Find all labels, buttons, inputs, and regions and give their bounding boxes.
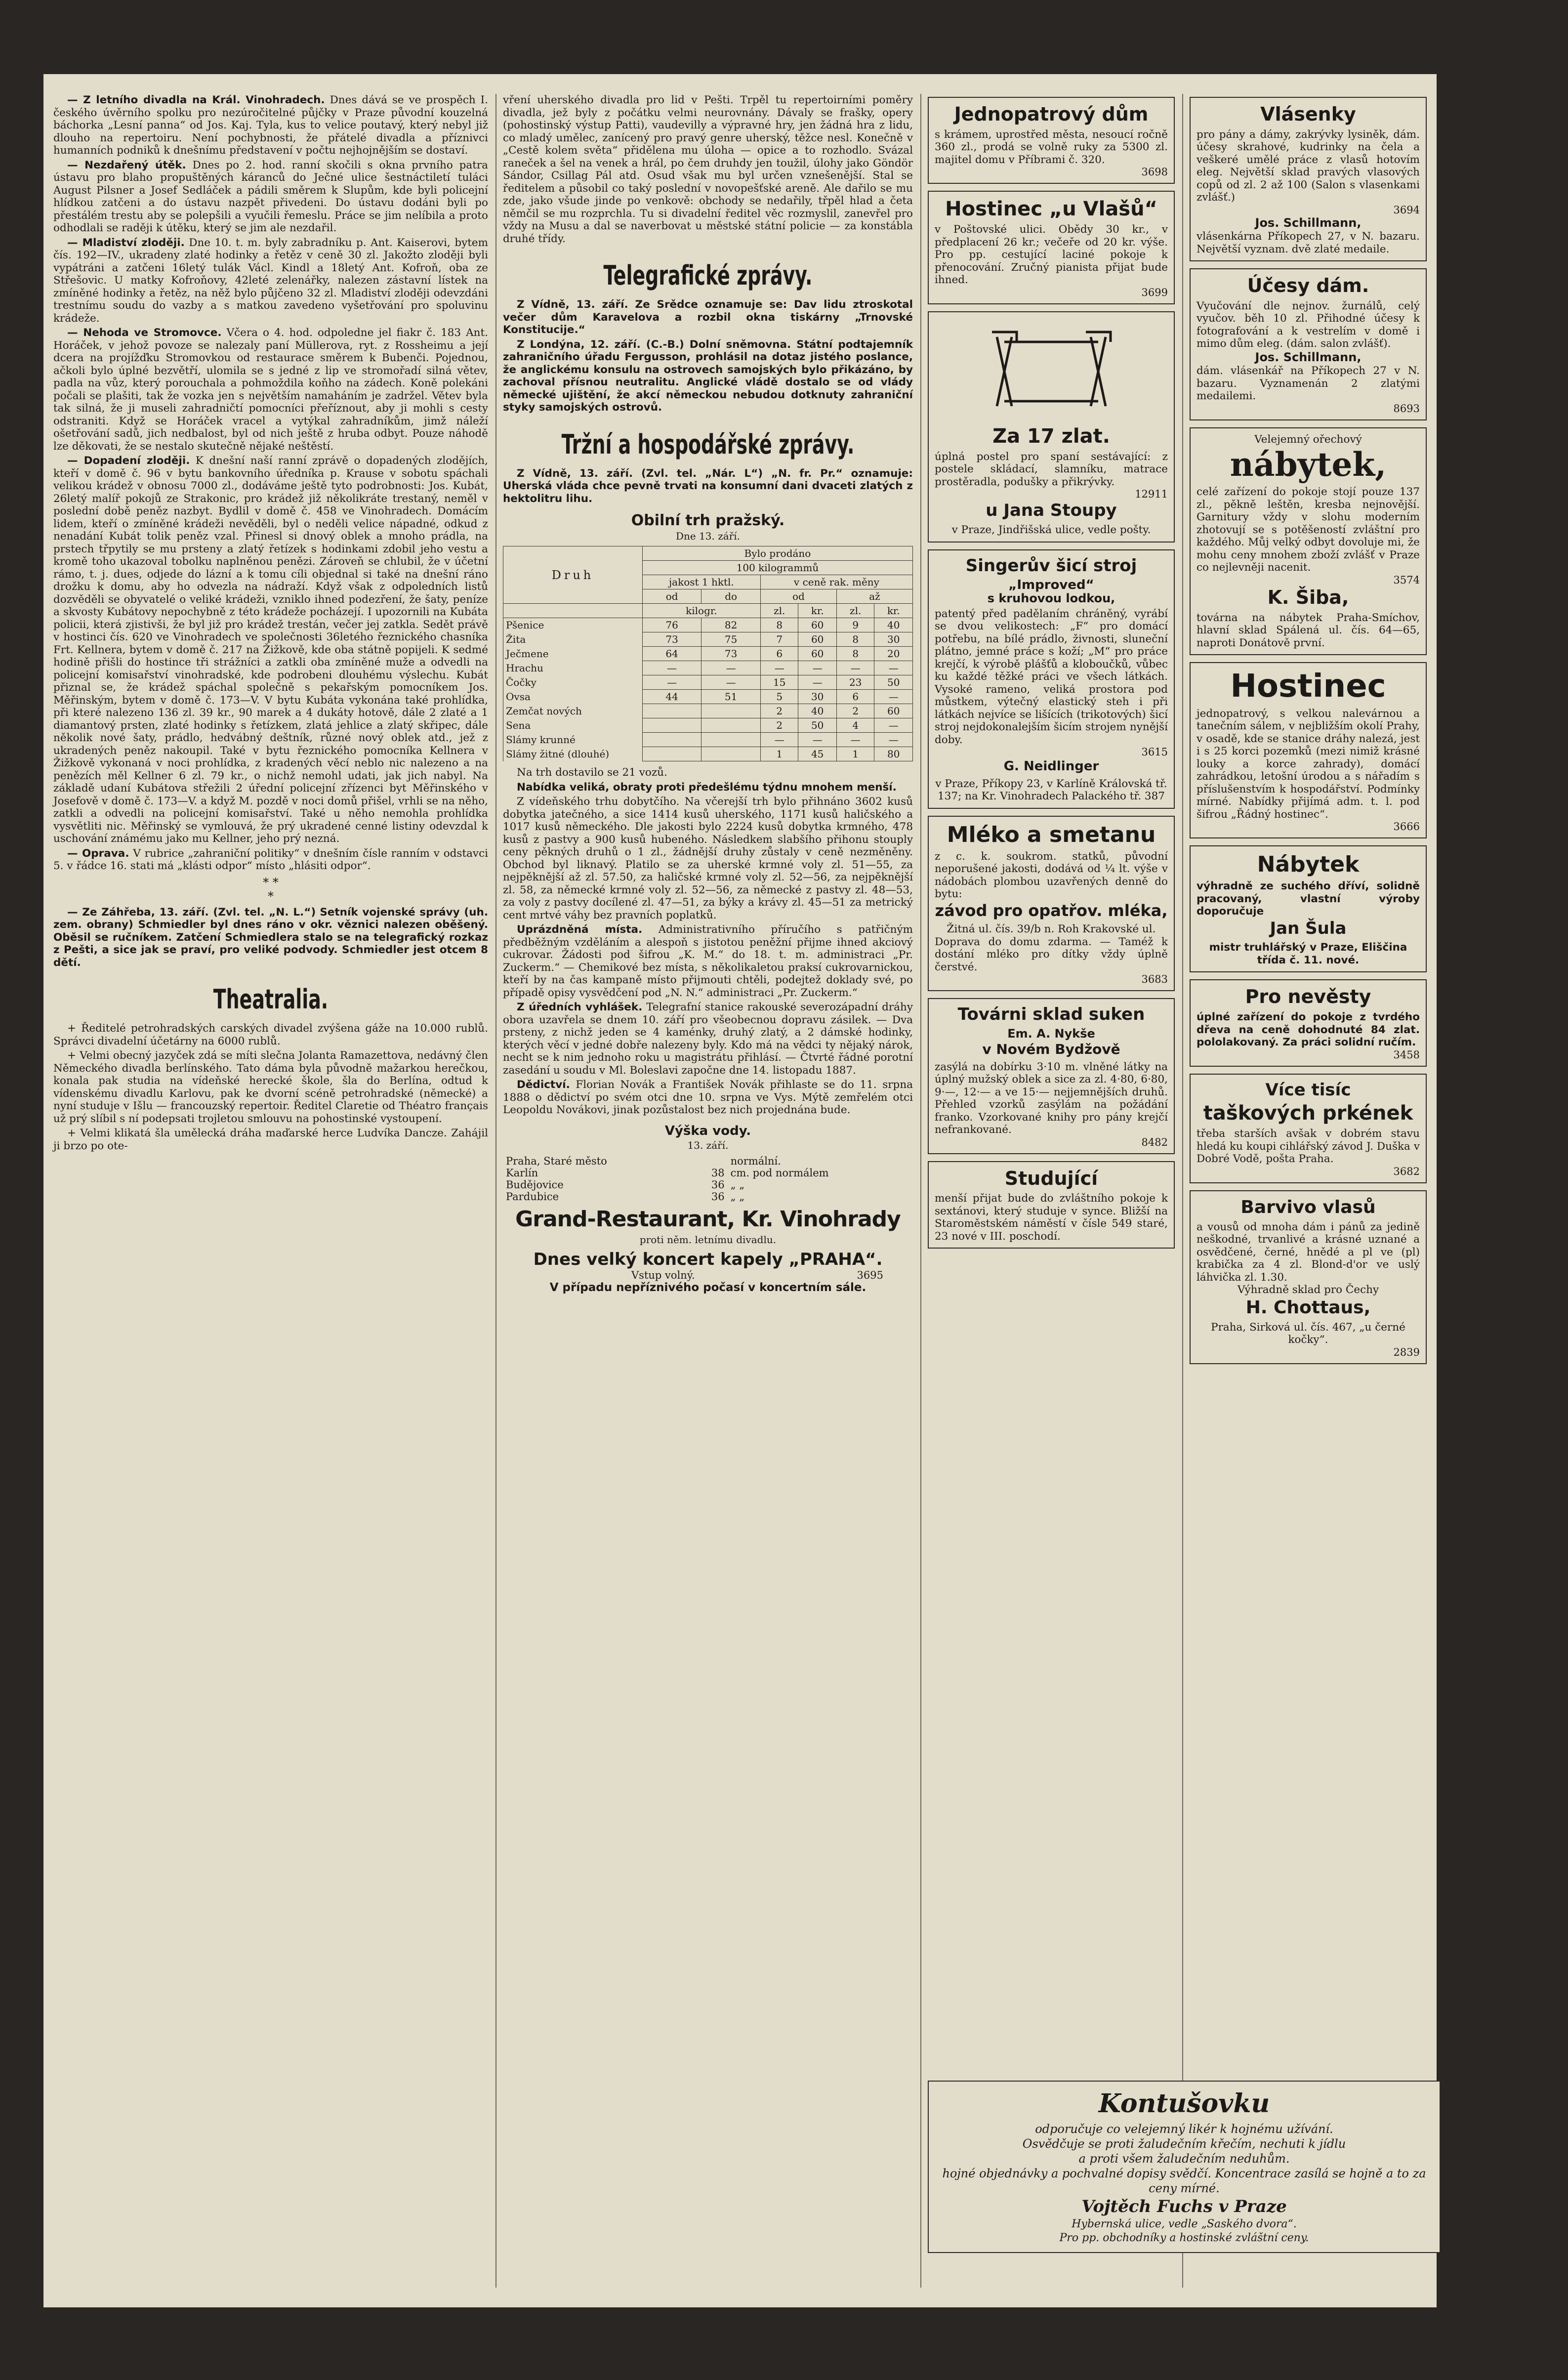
- rain-note: V případu nepříznivého počasí v koncertním sále.: [549, 1281, 867, 1294]
- commodity-name: Hrachu: [503, 661, 643, 675]
- concert-headline: Dnes velký koncert kapely „PRAHA“.: [533, 1249, 883, 1269]
- table-row: [503, 733, 913, 747]
- section-title-theatralia: Theatralia.: [213, 984, 329, 1015]
- entry-line: Vstup volný. 3695: [631, 1269, 883, 1281]
- table-cell: 44: [642, 690, 701, 704]
- table-cell: 1: [836, 747, 874, 761]
- table-cell: [701, 718, 761, 733]
- table-cell: [642, 747, 701, 761]
- table-cell: —: [836, 733, 874, 747]
- water-level-title: Výška vody.: [664, 1123, 751, 1138]
- table-cell: 6: [760, 647, 798, 661]
- table-cell: 9: [836, 618, 874, 632]
- column-rule: [1182, 94, 1183, 2288]
- ad-furniture-sula: Nábytek výhradně ze suchého dříví, solidně pracovaný, vlastní výroby doporučuje Jan Šula mistr truhlářský v Praze, Eliščina třída č. 11. nové.: [1190, 845, 1427, 972]
- separator-stars: * * *: [263, 875, 279, 903]
- table-cell: 80: [874, 747, 913, 761]
- ad-hairstyles: Účesy dám. Vyučování dle nejnov. žurnálů, celý vyučov. běh 10 zl. Přihodné účesy k fotografování a k vestrelím v domě i mimo dům eleg. (dám. salon zvlášť). Jos. Schillmann, dám. vlásenkář na Příkopech 27 v N. bazaru. Vyznamenán 2 zlatými medailemi. 8693: [1190, 268, 1427, 420]
- column-ads-b: [1190, 94, 1427, 1371]
- column-telegrams-markets: [503, 94, 913, 1294]
- article: Z Vídně, 13. září. (Zvl. tel. „Nár. L“) „N. fr. Pr.“ oznamuje: Uherská vláda chce pevně trvati na konsumní dani dvaceti zlatých z hektolitru lihu.: [503, 467, 913, 505]
- table-cell: —: [874, 733, 913, 747]
- commodity-name: Slámy krunné: [503, 733, 643, 747]
- commodity-name: Ječmene: [503, 647, 643, 661]
- table-cell: 45: [798, 747, 836, 761]
- table-cell: [701, 747, 761, 761]
- ad-inn-vlasu: Hostinec „u Vlašů“ v Poštovské ulici. Obědy 30 kr., v předplacení 26 kr.; večeře od 20 kr. výše. Pro pp. cestující laciné pokoje k přenocování. Zručný pianista přijat bude ihned. 3699: [928, 191, 1175, 304]
- table-cell: 82: [701, 618, 761, 632]
- telegram: Z Vídně, 13. září. Ze Srědce oznamuje se: Dav lidu ztroskotal večer dům Karavelova a rozbil okna tiskárny „Trnovské Konstitucije.“: [503, 298, 913, 336]
- table-cell: normální.: [730, 1155, 781, 1167]
- column-rule: [495, 94, 496, 2288]
- article: — Z letního divadla na Král. Vinohradech. Dnes dává se ve prospěch I. českého úvěrního spolku pro nezúročitelné půjčky v Praze původní kouzelná báchorka „Lesní panna“ od Jos. Kaj. Tyla, kus to velice poutavý, který nebyl již dlouho na repertoiru. Není pochybnosti, že přátelé divadla a příznivci humanních podniků k dnešnímu představení v počtu nejhojnějším se dostaví.: [53, 94, 488, 157]
- table-row: [503, 718, 913, 733]
- commodity-name: Zemčat nových: [503, 704, 643, 718]
- table-cell: 36: [711, 1178, 725, 1191]
- column-ads-a: [928, 94, 1175, 1255]
- table-cell: 60: [798, 647, 836, 661]
- table-row: [503, 1179, 913, 1191]
- article: — Ze Záhřeba, 13. září. (Zvl. tel. „N. L.“) Setník vojenské správy (uh. zem. obrany) Schmiedler byl dnes ráno v okr. věznici nalezen oběšený. Oběsil se ručníkem. Zatčení Schmiedlera stalo se na telegrafický rozkaz z Pešti, a sice jak se praví, pro veliké podvody. Schmiedler jest otcem 8 dětí.: [53, 906, 489, 969]
- ad-bed: Za 17 zlat. úplná postel pro spaní sestávající: z postele skládací, slamníku, matrace prostěradla, podušky a přikrývky. 12911 u Jana Stoupy v Praze, Jindřišská ulice, vedle pošty.: [928, 311, 1175, 543]
- station-name: Budějovice: [506, 1178, 564, 1191]
- ad-house: Jednopatrový dům s krámem, uprostřed města, nesoucí ročně 360 zl., prodá se volně ruky za 5300 zl. majitel domu v Příbrami č. 320. 3698: [928, 97, 1175, 184]
- newspaper-page: [43, 74, 1437, 2307]
- table-cell: 75: [701, 632, 761, 647]
- table-cell: 8: [836, 632, 874, 647]
- ad-inn-for-sale: Hostinec jednopatrový, s velkou nalevárnou a tanečním sálem, v nejbližším okolí Prahy, v osadě, kde se stanice dráhy nalezá, jest i s 25 korci pozemků (mezi nimiž krásné louky a korce zahrady), domácí zahrádkou, letošní úrodou a s nářadím s příslušenstvím k hospodářství. Podmínky mírné. Nabídky přijímá adm. t. l. pod šifrou „Řádný hostinec“. 3666: [1190, 662, 1427, 838]
- article: — Nehoda ve Stromovce. Včera o 4. hod. odpoledne jel fiakr č. 183 Ant. Horáček, v jehož povoze se nalezaly paní Müllerova, ryt. z Rossheimu a její dcera na projížďku Stromovkou od restaurace směrem k Bubenči. Pojednou, ačkoli bylo úplné bezvětří, ulomila se s jedné z lip ve stromořadí silná větev, padla na vůz, který porouchala a pohmoždila koňho na zádech. Koně polekáni počali se plašiti, tak že vozka jen s největším namaháním je zadržel. Větev byla tak silná, že ji museli zahradničtí pomocníci přeříznout, aby ji mohli s cesty odstraniti. Když se Horáček vracel a vytýkal zahradníkům, jimž náleží ošetřování sadů, jich nedbalost, byl od nich ještě z hruba odbyt. Pouze náhodě lze děkovati, že se nestalo skutečně nějaké neštěstí.: [53, 327, 488, 453]
- table-cell: [701, 704, 761, 718]
- ad-hair-dye: Barvivo vlasů a vousů od mnoha dám i pánů za jedině neškodné, trvanlivé a krásné uznané a osvědčené, černé, hnědé a pl ve (pl) krabička za 4 zl. Blond-d'or ve uslý láhvička zl. 1.30. Výhradně sklad pro Čechy H. Chottaus, Praha, Sirková ul. čís. 467, „u černé kočky“. 2839: [1190, 1190, 1427, 1364]
- table-cell: 4: [836, 718, 874, 733]
- section-title-markets: Tržní a hospodářské zprávy.: [561, 428, 855, 460]
- table-cell: 73: [701, 647, 761, 661]
- table-cell: 60: [874, 704, 913, 718]
- table-row: [503, 1155, 913, 1167]
- table-cell: 1: [760, 747, 798, 761]
- table-cell: 40: [798, 704, 836, 718]
- section-title-telegrams: Telegrafické zprávy.: [603, 260, 813, 291]
- table-cell: 15: [760, 675, 798, 690]
- table-cell: 76: [642, 618, 701, 632]
- table-row: [503, 661, 913, 675]
- table-cell: 2: [760, 704, 798, 718]
- table-cell: [642, 704, 701, 718]
- column-rule: [920, 94, 921, 2288]
- table-cell: 60: [798, 618, 836, 632]
- column-local-news: [53, 94, 488, 1154]
- ad-hairpieces: Vlásenky pro pány a dámy, zakrývky lysiněk, dám. účesy skrahové, kudrinky na čela a veškeré umělé práce z vlasů hotovím eleg. Největší sklad pravých vlasových copů od zl. 2 až 100 (Salon s vlasenkami zvlášť.) 3694 Jos. Schillmann, vlásenkárna Příkopech 27, v N. bazaru. Největší vyznam. dvě zlaté medaile.: [1190, 97, 1427, 261]
- table-cell: —: [836, 661, 874, 675]
- table-cell: —: [874, 718, 913, 733]
- table-cell: —: [874, 661, 913, 675]
- article: — Dopadení zloději. K dnešní naší ranní zprávě o dopadených zlodějích, kteří v domě č. 96 v bytu bankovního úředníka p. Krause v sobotu spáchali velikou krádež v obnosu 7000 zl., dodáváme ještě tyto podrobnosti: Jos. Kubát, 26letý malíř pokojů ze Strakonic, pro krádež již několikráte trestaný, neměl v poslední době peněz nazbyt. Bydlil v domě č. 458 ve Vinohradech. Domácím lidem, kteří o zmíněné krádeži nevěděli, byl o neděli velice nápadné, odkud z nenadání Kubát tolik peněz vzal. Přinesl si dnový oblek a mnoho prádla, na prstech třpytily se mu prsteny a zlatý řetízek s hodinkami zdobil jeho vestu a kromě toho ukazoval tobolku naplněnou penězi. Zároveň se chlubil, že v účetní rámo, t. j. dues, odjede do lázní a k tomu cíli objednal si také na dnešní ráno drožku k domu, aby ho odvezla na nádraží. Když však z odpoledních listů dozvěděli se obyvatelé o veliké krádeži, vzniklo ihned podezření, že šaty, peníze a skvosty Kubátovy nepochybně z této krádeže pocházejí. I upozornili na Kubáta policii, která zjistivši, že byl již pro krádež trestán, večer jej zatkla. Sedět právě v hostinci čís. 620 ve Vinohradech ve společnosti 36letého řeznického chasníka Frt. Kellnera, bytem v domě č. 217 na Žižkově, kde oba státně popijeli. K sedmé hodině přišli do hostince tři strážníci a zatkli oba zmíněné muže a odvedli na policejní komisařství vinohradské, kde podrobeni dlouhému výslechu. Kubát přiznal se, že krádež spáchal společně s pekařským pomocníkem Jos. Měřinským, bytem v domě č. 173—V. V bytu Kubáta vykonána také prohlídka, při které nalezeno 136 zl. 39 kr., 90 marek a 4 dukáty hotově, dále 2 zlaté a 1 diamantový prsten, zlaté hodinky s řetízkem, zlatá jehlice a zlatý skřipec, dále několik nové šaty, prádlo, hedvábný deštník, různé nový oblek atd., jež z ukradených peněz nakoupil. Také v bytu řeznického pomocníka Kellnera v Žižkově vykonaná v noci prohlídka, z kradených věcí neblo nic nalezeno a na penězích měl Kellner 6 zl. 79 kr., o nichž nemohl udati, jak jich nabyl. Na základě udaní Kubátova střežili 2 úřední policejní zřízenci byt Měřinského v Josefově v domě č. 173—V. a když M. pozdě v noci domů přišel, vrhli se na něho, zatkli a odvedli na policejní komisařství. Také u něho nemohla prohlídka vysvětliti nic. Měřinský se vymlouvá, že prý ukradené cenné listiny odevzdal k uschování známému jako mu Kellner, jeho prý nezná.: [53, 455, 488, 845]
- table-row: [503, 704, 913, 718]
- table-cell: 51: [701, 690, 761, 704]
- commodity-name: Pšenice: [503, 618, 643, 632]
- table-cell: 60: [798, 632, 836, 647]
- table-cell: 23: [836, 675, 874, 690]
- commodity-name: Ovsa: [503, 690, 643, 704]
- table-cell: 7: [760, 632, 798, 647]
- table-cell: —: [760, 661, 798, 675]
- ad-singer-sewing-machine: Singerův šicí stroj „Improved“ s kruhovou lodkou, patentý před padělaním chráněný, vyrábí se dvou velikostech: „F“ pro domácí potřebu, na bílé prádlo, živnosti, sluneční plátno, jemné práce s koží; „M“ pro práce krejčí, k výrobě plášťů a kloboučků, vůbec ku každé těžké práci ve všech látkách. Vysoké rameno, veliká prostora pod můstkem, výtečný elastický steh i při látkách nejvíce se lišících (trikotových) šicí stroj nejdokonalejším šicím strojem nynější doby. 3615 G. Neidlinger v Praze, Příkopy 23, v Karlíně Královská tř. 137; na Kr. Vinohradech Palackého tř. 387: [928, 549, 1175, 809]
- table-cell: 8: [760, 618, 798, 632]
- table-row: [503, 632, 913, 647]
- table-cell: —: [874, 690, 913, 704]
- article: Dědictví. Florian Novák a František Novák přihlaste se do 11. srpna 1888 o dědictví po svém otci dne 10. srpna ve Vys. Mýtě zemřelém otci Leopoldu Novákovi, jinak pozůstalost bez nich projednána bude.: [503, 1079, 913, 1116]
- ad-cloth-warehouse: Továrni sklad suken Em. A. Nykše v Novém Bydžově zasýlá na dobírku 3·10 m. vlněné látky na úplný mužský oblek a sice za zl. 4·80, 6·80, 9·—, 12·— a ve 15·— nejjemnějších druhů. Přehled vzorků zasýlám na požádání franko. Vzorkované knihy pro pány krejčí nefrankované. 8482: [928, 998, 1175, 1154]
- table-cell: 30: [874, 632, 913, 647]
- table-cell: 30: [798, 690, 836, 704]
- table-cell: 8: [836, 647, 874, 661]
- article: — Oprava. V rubrice „zahraniční politiky“ v dnešním čísle ranním v odstavci 5. v řádce 16. stati má „klásti odpor“ místo „hlásiti odpor“.: [53, 847, 488, 872]
- commodity-name: Žita: [503, 632, 643, 647]
- article: + Ředitelé petrohradských carských divadel zvýšena gáže na 10.000 rublů. Správci divadelní účetárny na 6000 rublů.: [53, 1022, 488, 1047]
- grain-price-table: Druh Bylo prodáno 100 kilogrammů jakost 1 hktl. v ceně rak. měny od do od až kilogr. zl. kr. zl. kr. Pšenice 76 82 8 60 9 40 Žita 73 75 7 60 8 30 Ječmene 64 73 6 60 8 20 Hrachu — — — — — — Čočky — — 15 — 23 50 Ovsa 44 51 5 30 6 — Zemčat nových 2 40 2 60 Sena 2 50 4 — Slámy krunné — — — — Slámy žitné (dlouhé) 1 45 1 80: [503, 546, 913, 761]
- station-name: Pardubice: [506, 1190, 559, 1203]
- station-name: Karlín: [506, 1167, 538, 1179]
- table-cell: —: [798, 661, 836, 675]
- table-cell: cm. pod normálem: [730, 1167, 829, 1179]
- commodity-name: Slámy žitné (dlouhé): [503, 747, 643, 761]
- ad-student: Studující menší přijat bude do zvláštního pokoje k sextánovi, který studuje v synce. Bližší na Staroměstském náměstí v čísle 549 staré, 23 nové v III. poschodí.: [928, 1161, 1175, 1249]
- article: + Velmi obecný jazyček zdá se míti slečna Jolanta Ramazettova, nedávný člen Německého divadla berlínského. Tato dáma byla původně mažarkou herečkou, konala pak studia na vídeňské herecké škole, šla do Berlína, odtud k vídenskému divadlu Karlovu, pak ke dvorní scéně petrohradské (německé) a nyní studuje v Išlu — francouzský repertoir. Ředitel Claretie od Théatro français už prý slíbil s ní podepsati trojletou smlouvu na pohostinské vystoupení.: [53, 1049, 488, 1125]
- article: vření uherského divadla pro lid v Pešti. Trpěl tu repertoirními poměry divadla, jež byly z počátku velmi neurovnány. Dávaly se frašky, opery (pohostinský výstup Patti), vaudevilly a výpravné hry, jen žádná hra z lidu, co mladý umělec, zanícený pro pravý genre uherský, těžce nesl. Konečně v „Cestě kolem světa“ přidělena mu úloha — opice a to rozhodlo. Svázal raneček a šel na venek a hrál, po čem druhdy jen toužil, úlohy jako Göndör Sándor, Csillag Pál atd. Osud však mu byl určen vznešenější. Stal se ředitelem a působil co taký poslední v novopešťské areně. Ale dařilo se mu zde, jako všude jinde po venkově: obchody se nedařily, třpěl hlad a četa němčil se mu rozprchla. Tu si divadelní ředitel věc rozmyslil, zanevřel pro vždy na Musu a dal se naverbovat u městské státní policie — za konstábla druhé třídy.: [503, 94, 913, 245]
- table-cell: —: [701, 675, 761, 690]
- table-row: [503, 1191, 913, 1203]
- folding-bed-illustration: [977, 322, 1125, 421]
- table-cell: 40: [874, 618, 913, 632]
- table-cell: —: [701, 661, 761, 675]
- market-note: Na trh dostavilo se 21 vozů.: [517, 766, 667, 779]
- table-cell: „ „: [730, 1190, 745, 1203]
- table-cell: —: [798, 675, 836, 690]
- article: Z vídeňského trhu dobytčího. Na včerejší trh bylo přihnáno 3602 kusů dobytka jatečného, a sice 1414 kusů uherského, 1171 kusů haličského a 1017 kusů německého. Dle jakosti bylo 2224 kusů dobytka krmného, 478 kusů z pastvy a 900 kusů hubeného. Následkem slabšího přihonu stouply ceny pěkných druhů o 1 zl., žádnější druhy zůstaly v ceně nezměněny. Obchod byl liknavý. Platilo se za uherské krmné voly zl. 51—55, za nejpěknější až zl. 57.50, za haličské krmné voly zl. 52—56, za nejpěknější zl. 58, za německé krmné voly zl. 52—56, za německé z pastvy zl. 48—53, za voly z pastvy docílené zl. 47—51, za býky a krávy zl. 45—51 za metrický cent mrtvé váhy bez pravních poplatků.: [503, 795, 913, 921]
- article: — Mladiství zloději. Dne 10. t. m. byly zabradníku p. Ant. Kaiserovi, bytem čís. 192—IV., ukradeny zlaté hodinky a řetěz v ceně 30 zl. Jakožto zloději byli vypátráni a zatčeni 16letý tulák Václ. Kindl a 18letý Ant. Kofroň, oba ze Střešovic. U matky Kofroňovy, 42leté zelenářky, nalezen zástavní lístek na zmíněné hodinky a řetěz, na něž bylo půjčeno 32 zl. Mladiství zloději odevzdáni trestnímu soudu do vazby a s matkou zavedeno vyšetřování pro spoluvinu krádeže.: [53, 236, 489, 325]
- telegram: Z Londýna, 12. září. (C.-B.) Dolní sněmovna. Státní podtajemník zahraničního úřadu Fergusson, prohlásil na dotaz jistého poslance, že anglickému konsulu na ostrovech samojských bylo přikázáno, by zachoval přísnou neutralitu. Anglické vládě dostalo se od vlády německé ujištění, že akcí německou nebudou dotknuty zahraniční styky samojských ostrovů.: [503, 338, 913, 414]
- table-cell: —: [798, 733, 836, 747]
- ad-milk-cream: Mléko a smetanu z c. k. soukrom. statků, původní neporušené jakosti, dodává od ¼ lt. výše v nádobách plombou uzavřených denně do bytu: závod pro opatřov. mléka, Žitná ul. čís. 39/b n. Roh Krakovské ul. Doprava do domu zdarma. — Taméž k dostání mléko pro dítky vždy úplně čerstvé. 3683: [928, 816, 1175, 992]
- table-row: [503, 690, 913, 704]
- water-level-date: 13. září.: [687, 1139, 729, 1151]
- water-level-table: [503, 1155, 913, 1203]
- market-rows-grain: [503, 618, 913, 704]
- table-cell: 36: [711, 1190, 725, 1203]
- table-cell: 50: [798, 718, 836, 733]
- table-cell: —: [642, 661, 701, 675]
- ad-kontusovka: Kontušovku odporučuje co velejemný likér k hojnému užívání. Osvědčuje se proti žaludečním křečím, nechuti k jídlu a proti všem žaludečním neduhům. hojné objednávky a pochvalné dopisy svědčí. Koncentrace zasílá se hojně a to za ceny mírné. Vojtěch Fuchs v Praze Hybernská ulice, vedle „Saského dvora“. Pro pp. obchodníky a hostinské zvláštní ceny.: [928, 2081, 1441, 2253]
- table-cell: 2: [836, 704, 874, 718]
- table-cell: 50: [874, 675, 913, 690]
- table-row: [503, 618, 913, 632]
- commodity-name: Sena: [503, 718, 643, 733]
- table-cell: [642, 718, 701, 733]
- table-row: [503, 1167, 913, 1179]
- table-cell: 5: [760, 690, 798, 704]
- market-note: Nabídka veliká, obraty proti předešlému týdnu mnohem menší.: [517, 781, 897, 793]
- grand-restaurant-subtitle: proti něm. letnímu divadlu.: [639, 1233, 777, 1246]
- grain-market-title: Obilní trh pražský.: [631, 512, 785, 529]
- table-cell: —: [760, 733, 798, 747]
- station-name: Praha, Staré město: [506, 1155, 607, 1167]
- commodity-name: Čočky: [503, 675, 643, 690]
- grain-market-date: Dne 13. září.: [675, 530, 741, 542]
- ad-walnut-furniture: Velejemný ořechový nábytek, celé zařízení do pokoje stojí pouze 137 zl., pěkně leštěn, kresba nejnovější. Garnitury vždy v slohu moderním zhotovují se s potěšeností zvláštní pro každého. Můj velký odbyt dovoluje mi, že mohu ceny mnohem zboží zvlášť v Praze co nejlevněji nacenit. 3574 K. Šiba, továrna na nábytek Praha-Smíchov, hlavní sklad Spálená ul. čís. 64—65, naproti Donátově první.: [1190, 427, 1427, 656]
- table-cell: [694, 1155, 728, 1167]
- market-rows-other: [503, 704, 913, 761]
- table-cell: [642, 733, 701, 747]
- ad-roof-tiles: Více tisíc taškových prkének třeba starších avšak v dobrém stavu hledá ku koupi cihlářský závod J. Duška v Dobré Vodě, pošta Praha. 3682: [1190, 1074, 1427, 1183]
- table-cell: „ „: [730, 1178, 745, 1191]
- table-cell: 73: [642, 632, 701, 647]
- article: Uprázdněná místa. Administrativního příručího s patřičným předběžným vzděláním a alespoň s jistotou peněžní přijme ihned akciový cukrovar. Žádosti pod šifrou „K. M.“ do 18. t. m. administraci „Pr. Zuckerm.“ — Chemikové bez místa, s několikaletou praksí cukrovarnickou, kteří by na čas kampaně místo přijmouti chtěli, podejtež doklady své, po případě opisy vysvědčení pod „N. N.“ administraci „Pr. Zuckerm.“: [503, 923, 913, 999]
- table-cell: [701, 733, 761, 747]
- table-row: [503, 675, 913, 690]
- table-row: [503, 647, 913, 661]
- grand-restaurant-title: Grand-Restaurant, Kr. Vinohrady: [515, 1206, 901, 1232]
- article: Z úředních vyhlášek. Telegrafní stanice rakouské severozápadní dráhy obora uzavřela se dnem 10. září pro všeobecnou dopravu zásilek. — Dva prsteny, z nichž jeden se 4 kaménky, druhý zlatý, a 2 dámské hodinky, kterých věcí v jedné dobře nalezeny byly. Kdo má na vědci ty nějaký nárok, necht se k nim jednoho roku u magistrátu přihlásí. — Čtvrté řádné porotní zasedání u soudu v Ml. Boleslavi započne dne 14. listopadu 1887.: [503, 1001, 913, 1077]
- ad-for-brides: Pro nevěsty úplné zařízení do pokoje z tvrdého dřeva na ceně dohodnuté 84 zlat. pololakovaný. Za práci solidní ručím. 3458: [1190, 979, 1427, 1066]
- table-cell: 64: [642, 647, 701, 661]
- table-cell: 2: [760, 718, 798, 733]
- table-cell: 6: [836, 690, 874, 704]
- table-cell: —: [642, 675, 701, 690]
- article: + Velmi klikatá šla umělecká dráha maďarské herce Ludvíka Dancze. Zahájil ji brzo po ote-: [53, 1127, 488, 1152]
- table-row: [503, 747, 913, 761]
- article: — Nezdařený útěk. Dnes po 2. hod. ranní skočili s okna prvního patra ústavu pro blaho propuštěných káranců do Ječné ulice šestnáctiletí tuláci August Pilsner a Josef Sedláček a pádili směrem k Slupům, kde byli policejní hlídkou zatčeni a do ústavu nazpět přivedeni. Do ústavu dodáni byli po přestálém trestu aby se polepšili a vyučili řemeslu. Práce se jim nelíbila a proto odhodlali se raději k útěku, který se jim ale nezdařil.: [53, 159, 488, 234]
- table-cell: 38: [711, 1167, 725, 1179]
- table-cell: 20: [874, 647, 913, 661]
